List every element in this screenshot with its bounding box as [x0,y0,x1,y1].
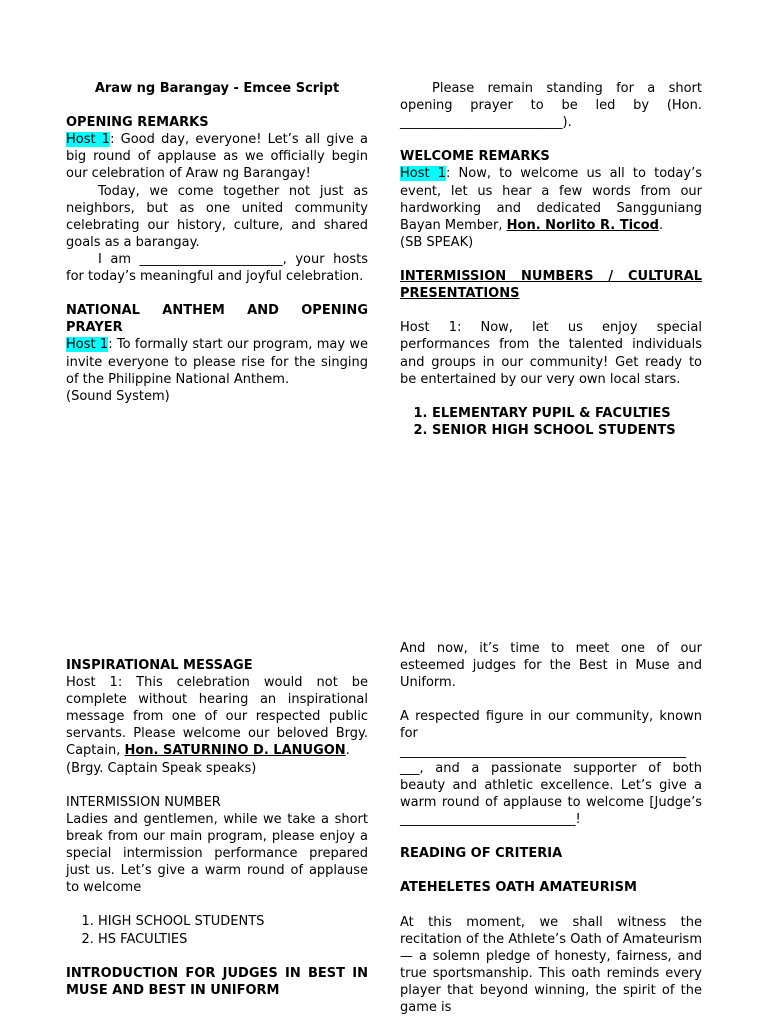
intermission-list [66,913,368,947]
host1-highlight: Host 1 [66,132,111,148]
intermission-paragraph: Host 1: Now, let us enjoy special performances from the talented individuals and groups in our community! Get ready to be entertained by our very own local stars. [400,320,702,387]
document-title: Araw ng Barangay - Emcee Script [94,81,340,96]
opening-remarks-heading: OPENING REMARKS [66,115,209,131]
oath-heading: ATEHELETES OATH AMATEURISM [400,880,637,896]
blank-line: ____________________________________________ [400,743,686,759]
prayer-paragraph: Please remain standing for a short opening prayer to be led by (Hon. _________________________). [400,81,702,131]
criteria-heading: READING OF CRITERIA [400,846,563,862]
intermission-number-paragraph: Ladies and gentlemen, while we take a short break from our main program, please enjoy a special intermission performance prepared just us. Let’s give a warm round of applause to welcome [66,811,368,896]
list-item: 2. HS FACULTIES [98,931,368,948]
intermission-number-label: INTERMISSION NUMBER [66,794,221,810]
opening-remarks-paragraph-2: Today, we come together not just as neighbors, but as one united community celebrating our history, culture, and shared goals as a barangay. [66,183,368,250]
judge-paragraph-2: A respected figure in our community, known for ____________________________________________ ___, and a passionate supporter of both beauty and athletic excellence. Let’s give a warm round of applause to welcome [Judge’s ___________________________! [400,709,702,827]
list-item: 1. ELEMENTARY PUPIL & FACULTIES [432,405,702,422]
right-column-bottom [400,640,702,1016]
list-item: 1. HIGH SCHOOL STUDENTS [98,913,368,930]
host1-highlight: Host 1 [66,337,109,353]
oath-paragraph: At this moment, we shall witness the recitation of the Athlete’s Oath of Amateurism — a solemn pledge of honesty, fairness, and true sportsmanship. This oath reminds every player that beyond winning, the spirit of the game is [400,914,702,1015]
anthem-paragraph: Host 1: To formally start our program, may we invite everyone to please rise for the singing of the Philippine National Anthem. [66,337,368,387]
sb-member-name: Hon. Norlito R. Ticod [506,217,659,233]
host1-highlight: Host 1 [400,166,447,182]
judges-heading: INTRODUCTION FOR JUDGES IN BEST IN MUSE AND BEST IN UNIFORM [66,965,368,998]
welcome-paragraph: Host 1: Now, to welcome us all to today’s event, let us hear a few words from our hardworking and dedicated Sangguniang Bayan Member, Hon. Norlito R. Ticod. [400,166,702,233]
performers-list [400,405,702,439]
intermission-heading: INTERMISSION NUMBERS / CULTURAL PRESENTATIONS [400,269,702,302]
welcome-remarks-heading: WELCOME REMARKS [400,149,550,165]
captain-note: (Brgy. Captain Speak speaks) [66,760,257,776]
right-column-top [400,80,702,439]
opening-remarks-paragraph: Host 1: Good day, everyone! Let’s all give a big round of applause as we officially begin our celebration of Araw ng Barangay! [66,132,368,182]
judge-paragraph-1: And now, it’s time to meet one of our esteemed judges for the Best in Muse and Uniform. [400,641,702,691]
inspirational-heading: INSPIRATIONAL MESSAGE [66,658,253,673]
opening-remarks-paragraph-3: I am ______________________, your hosts for today’s meaningful and joyful celebration. [66,251,368,285]
left-column-top [66,80,368,405]
anthem-heading: NATIONAL ANTHEM AND OPENING PRAYER [66,303,368,336]
welcome-note: (SB SPEAK) [400,234,474,250]
inspirational-paragraph: Host 1: This celebration would not be complete without hearing an inspirational message from one of our respected public servants. Please welcome our beloved Brgy. Captain, Hon. SATURNINO D. LANUGON. [66,675,368,759]
anthem-note: (Sound System) [66,388,170,404]
captain-name: Hon. SATURNINO D. LANUGON [124,743,346,759]
list-item: 2. SENIOR HIGH SCHOOL STUDENTS [432,422,702,439]
left-column-bottom [66,657,368,999]
